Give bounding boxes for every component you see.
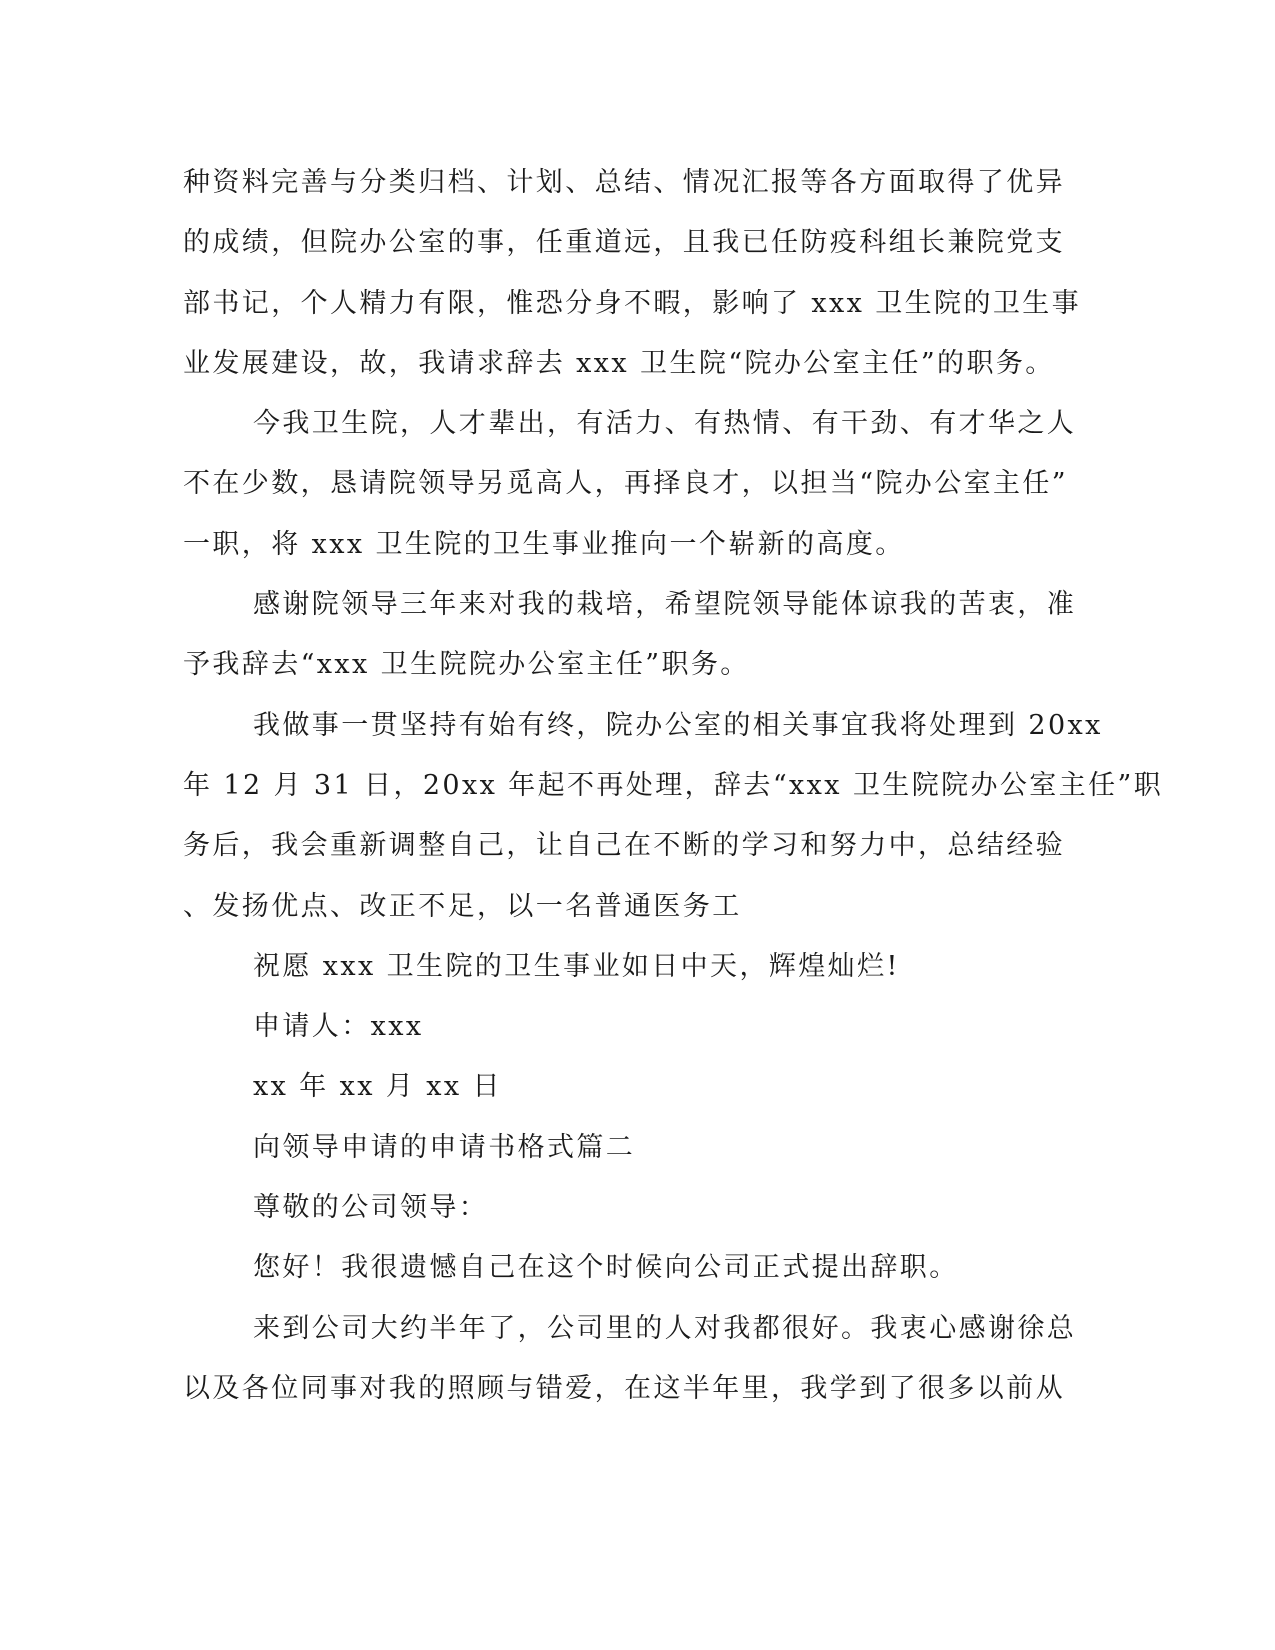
closing-wish: 祝愿 xxx 卫生院的卫生事业如日中天，辉煌灿烂!	[253, 950, 900, 982]
text-line: 业发展建设，故，我请求辞去 xxx 卫生院“院办公室主任”的职务。	[183, 347, 1055, 379]
text-line: 年 12 月 31 日，20xx 年起不再处理，辞去“xxx 卫生院院办公室主任”职	[183, 769, 1164, 801]
text-line: 一职，将 xxx 卫生院的卫生事业推向一个崭新的高度。	[183, 528, 905, 560]
text-line: 部书记，个人精力有限，惟恐分身不暇，影响了 xxx 卫生院的卫生事	[183, 287, 1082, 319]
salutation: 尊敬的公司领导：	[253, 1192, 489, 1224]
paragraph-start: 今我卫生院，人才辈出，有活力、有热情、有干劲、有才华之人	[253, 408, 1077, 440]
text-line: 、发扬优点、改正不足，以一名普通医务工	[183, 890, 742, 922]
applicant-signature: 申请人：xxx	[253, 1011, 424, 1043]
text-line: 予我辞去“xxx 卫生院院办公室主任”职务。	[183, 649, 750, 681]
section-heading: 向领导申请的申请书格式篇二	[253, 1131, 636, 1163]
paragraph-start: 来到公司大约半年了，公司里的人对我都很好。我衷心感谢徐总	[253, 1312, 1077, 1344]
body-text	[183, 160, 1164, 1426]
text-line: 务后，我会重新调整自己，让自己在不断的学习和努力中，总结经验	[183, 830, 1065, 862]
paragraph-start: 我做事一贯坚持有始有终，院办公室的相关事宜我将处理到 20xx	[253, 709, 1103, 741]
paragraph-start: 感谢院领导三年来对我的栽培，希望院领导能体谅我的苦衷，准	[253, 589, 1077, 621]
date-line: xx 年 xx 月 xx 日	[253, 1071, 502, 1103]
text-line: 以及各位同事对我的照顾与错爱，在这半年里，我学到了很多以前从	[183, 1372, 1065, 1404]
paragraph-start: 您好！我很遗憾自己在这个时候向公司正式提出辞职。	[253, 1252, 959, 1284]
text-line: 的成绩，但院办公室的事，任重道远，且我已任防疫科组长兼院党支	[183, 227, 1065, 259]
text-line: 不在少数，恳请院领导另觅高人，再择良才，以担当“院办公室主任”	[183, 468, 1069, 500]
text-line: 种资料完善与分类归档、计划、总结、情况汇报等各方面取得了优异	[183, 167, 1065, 198]
